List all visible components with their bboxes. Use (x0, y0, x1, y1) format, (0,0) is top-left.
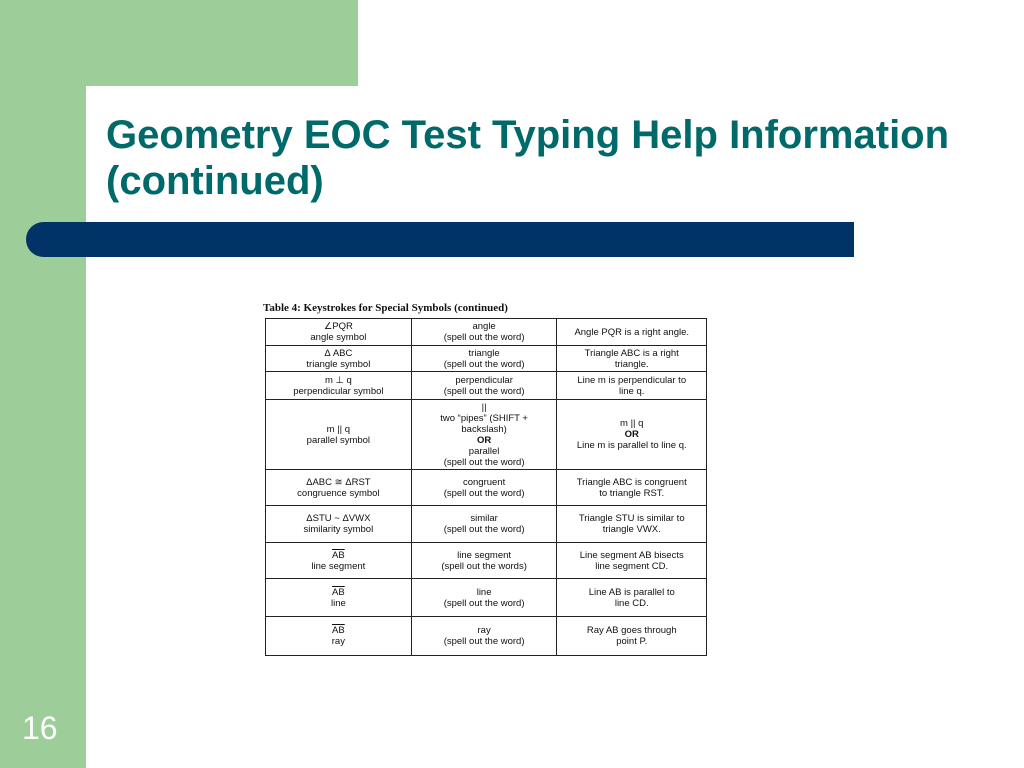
example-cell (557, 372, 707, 400)
example-cell (557, 400, 707, 470)
segment-notation: $\overline{AB}$ (332, 549, 345, 561)
cell-line: similarity symbol (303, 524, 374, 535)
symbol-cell (266, 346, 412, 372)
symbol-cell (266, 579, 412, 617)
example-cell (557, 346, 707, 372)
cell-line: Δ ABC (324, 347, 353, 359)
cell-line: triangle. (614, 358, 649, 370)
table-row (266, 617, 707, 656)
cell-line: Angle PQR is a right angle. (574, 326, 690, 338)
cell-line: Triangle ABC is congruent (576, 476, 687, 488)
cell-line: line (476, 586, 492, 598)
cell-line: point P. (616, 636, 648, 647)
cell-line: (spell out the word) (443, 597, 525, 609)
symbol-cell (266, 400, 412, 470)
cell-line: (spell out the word) (443, 487, 525, 499)
cell-line: m || q (620, 418, 644, 429)
table-row (266, 543, 707, 579)
cell-line: Triangle ABC is a right (584, 347, 679, 359)
cell-line: line (330, 597, 346, 609)
table-row (266, 470, 707, 506)
ray-notation: $\overline{AB}$ (332, 625, 345, 636)
keystroke-cell (411, 543, 557, 579)
cell-line: backslash) (461, 423, 507, 435)
cell-line: line q. (619, 385, 645, 397)
page-number: 16 (22, 710, 58, 746)
example-cell (557, 319, 707, 346)
cell-line: two “pipes” (SHIFT + (440, 412, 528, 424)
cell-line: (spell out the word) (443, 524, 525, 535)
cell-line: ray (331, 636, 345, 647)
cell-line: Triangle STU is similar to (578, 513, 685, 524)
example-cell (557, 470, 707, 506)
cell-line: angle symbol (310, 332, 367, 343)
cell-line: Ray AB goes through (586, 625, 677, 636)
cell-line: OR (476, 434, 492, 446)
example-cell (557, 506, 707, 543)
cell-line: line segment (311, 560, 366, 572)
cell-line: (spell out the words) (441, 560, 527, 572)
symbol-cell (266, 470, 412, 506)
table-row (266, 579, 707, 617)
keystroke-cell (411, 579, 557, 617)
table-caption: Table 4: Keystrokes for Special Symbols (continued) (263, 302, 508, 314)
table-row (266, 400, 707, 470)
cell-line: angle (472, 321, 496, 332)
cell-line: (spell out the word) (443, 358, 525, 370)
symbol-cell (266, 617, 412, 656)
symbol-cell (266, 372, 412, 400)
cell-line: line CD. (614, 597, 649, 609)
keystroke-cell (411, 617, 557, 656)
cell-line: ray (477, 625, 491, 636)
cell-line: to triangle RST. (599, 487, 665, 499)
cell-line: triangle (468, 347, 500, 359)
cell-line: triangle symbol (306, 358, 371, 370)
cell-line: congruent (462, 476, 506, 488)
symbol-cell (266, 543, 412, 579)
example-cell (557, 579, 707, 617)
cell-line: m ⊥ q (324, 374, 352, 386)
table-row (266, 372, 707, 400)
keystroke-cell (411, 319, 557, 346)
cell-line: ΔSTU ~ ΔVWX (306, 513, 371, 524)
slide-title (106, 112, 986, 204)
cell-line: OR (624, 429, 639, 440)
symbol-cell (266, 506, 412, 543)
cell-line: perpendicular (455, 374, 513, 386)
keystroke-cell (411, 506, 557, 543)
keystroke-cell (411, 372, 557, 400)
symbol-cell (266, 319, 412, 346)
keystroke-cell (411, 470, 557, 506)
line-notation: $\overline{AB}$ (332, 586, 345, 598)
cell-line: Line m is perpendicular to (577, 374, 687, 386)
cell-line: parallel (468, 445, 500, 457)
table-row (266, 346, 707, 372)
cell-line: congruence symbol (297, 487, 380, 499)
cell-line: similar (470, 513, 498, 524)
cell-line: (spell out the word) (443, 456, 525, 468)
cell-line: Line segment AB bisects (579, 549, 684, 561)
example-cell (557, 543, 707, 579)
cell-line: ΔABC ≅ ΔRST (306, 476, 371, 488)
cell-line: m || q (326, 423, 351, 435)
cell-line: parallel symbol (306, 434, 371, 446)
cell-line: (spell out the word) (443, 385, 525, 397)
keystroke-cell (411, 346, 557, 372)
cell-line: line segment (457, 549, 512, 561)
cell-line: perpendicular symbol (293, 385, 384, 397)
green-side-banner (0, 0, 86, 768)
slide-title-line-2: (continued) (106, 159, 324, 203)
cell-line: (spell out the word) (443, 636, 525, 647)
cell-line: || (481, 401, 487, 413)
table-row (266, 319, 707, 346)
example-cell (557, 617, 707, 656)
keystroke-table (265, 318, 707, 656)
title-divider-bar (26, 222, 854, 257)
cell-line: Line m is parallel to line q. (576, 440, 687, 451)
keystroke-cell (411, 400, 557, 470)
cell-line: (spell out the word) (443, 332, 525, 343)
cell-line: Line AB is parallel to (588, 586, 675, 598)
keystroke-table-figure (262, 300, 708, 656)
cell-line: triangle VWX. (602, 524, 661, 535)
slide-title-line-1: Geometry EOC Test Typing Help Information (106, 113, 950, 157)
table-row (266, 506, 707, 543)
cell-line: line segment CD. (595, 560, 669, 572)
cell-line: ∠PQR (323, 321, 353, 332)
